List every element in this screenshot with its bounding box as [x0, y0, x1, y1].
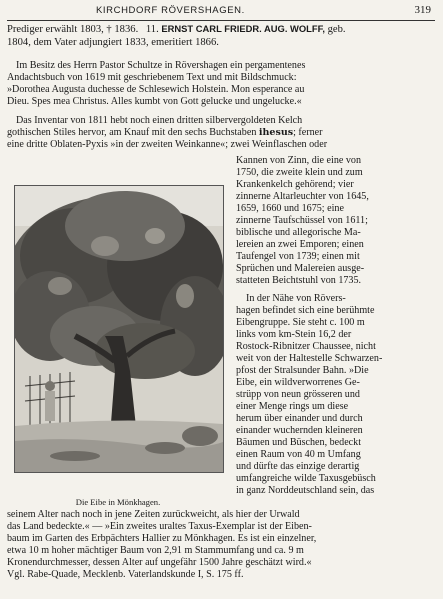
para3-right-line: einer Menge rings um diese	[236, 401, 349, 412]
para3-right-line: In der Nähe von Rövers-	[246, 293, 346, 304]
para3-right-line: Eibe, ein wildverworrenes Ge-	[236, 377, 360, 388]
para2-line: eine dritte Oblaten-Pyxis »in der zweiten Weinkanne«; zwei Weinflaschen oder	[7, 139, 328, 150]
yew-tree-photo	[14, 185, 224, 473]
bio-line-1: Prediger erwählt 1803, † 1836. 11. ERNST CARL FRIEDR. AUG. WOLFF, geb.	[7, 23, 346, 35]
para2-right-line: statteten Beichtstuhl von 1735.	[236, 275, 362, 286]
para3-right-line: herum über einander und durch	[236, 413, 363, 424]
para2-right-line: zinnerne Altarleuchter von 1645,	[236, 191, 369, 202]
para3-right-line: links vom km-Stein 16,2 der	[236, 329, 352, 340]
para2-right-line: Taufengel von 1739; einen mit	[236, 251, 360, 262]
para3-line: das Land bedeckte.« — »Ein zweites uraltes Taxus-Exemplar ist der Eiben-	[7, 521, 312, 532]
para2-right-line: 1750, die zweite klein und zum	[236, 167, 363, 178]
para1-line: Andachtsbuch von 1619 mit geschriebenem Text und mit Bildschmuck:	[7, 72, 297, 83]
para2-line: Das Inventar von 1811 hebt noch einen dritten silbervergoldeten Kelch	[16, 115, 303, 126]
para1-line: »Dorothea Augusta duchesse de Schlesewich Holstein. Mon esperance au	[7, 84, 305, 95]
bio-line-2: 1804, dem Vater adjungiert 1833, emeritiert 1866.	[7, 37, 219, 48]
yew-tree-illustration	[15, 186, 223, 472]
para2-right-line: Krankenkelch gehörend; vier	[236, 179, 354, 190]
para2-right-line: zinnerne Taufschüssel von 1611;	[236, 215, 368, 226]
para1-line: Im Besitz des Herrn Pastor Schultze in Rövershagen ein pergamentenes	[16, 60, 306, 71]
header-rule	[7, 20, 435, 21]
para3-right-line: Eibengruppe. Sie steht c. 100 m	[236, 317, 365, 328]
para1-line: Dieu. Spes mea Christus. Alles kumbt von Gott gelucke und ungelucke.«	[7, 96, 302, 107]
para3-line: baum im Garten des Erbpächters Hallier zu Mönkhagen. Es ist ein einzelner,	[7, 533, 317, 544]
para3-line: Vgl. Rabe-Quade, Mecklenb. Vaterlandskunde I, S. 175 ff.	[7, 569, 244, 580]
para3-right-line: umfangreiche wilde Taxusgebüsch	[236, 473, 376, 484]
figure-caption: Die Eibe in Mönkhagen.	[75, 497, 161, 507]
para2-line: gothischen Stiles hervor, am Knauf mit den sechs Buchstaben ihesus; ferner	[7, 127, 323, 138]
para3-right-line: weit von der Haltestelle Schwarzen-	[236, 353, 383, 364]
para2-right-line: biblische und allegorische Ma-	[236, 227, 361, 238]
para3-right-line: Bäumen und Büschen, bedeckt	[236, 437, 362, 448]
para3-right-line: einander wuchernden kleineren	[236, 425, 363, 436]
para3-right-line: strüpp von neun grösseren und	[236, 389, 360, 400]
para3-line: etwa 10 m hoher mächtiger Baum von 2,91 m Stammumfang und ca. 9 m	[7, 545, 304, 556]
para3-right-line: hagen befindet sich eine berühmte	[236, 305, 375, 316]
para3-right-line: einen Raum von 40 m Umfang	[236, 449, 361, 460]
para3-right-line: in ganz Norddeutschland sein, das	[236, 485, 375, 496]
para3-line: seinem Alter nach noch in jene Zeiten zurückweicht, als hier der Urwald	[7, 509, 300, 520]
para2-right-line: lereien an zwei Emporen; einen	[236, 239, 364, 250]
para2-right-line: Sprüchen und Malereien ausge-	[236, 263, 365, 274]
para2-right-line: 1659, 1660 und 1675; eine	[236, 203, 344, 214]
para3-right-line: und dürfte das einzige derartig	[236, 461, 360, 472]
para3-line: Kronendurchmesser, dessen Alter auf ungefähr 1500 Jahre geschätzt wird.«	[7, 557, 312, 568]
running-title: KIRCHDORF RÖVERSHAGEN.	[96, 5, 245, 16]
para3-right-line: Rostock-Ribnitzer Chaussee, nicht	[236, 341, 376, 352]
page-number: 319	[414, 4, 431, 16]
para3-right-line: pfost der Stralsunder Bahn. »Die	[236, 365, 369, 376]
fraktur-letters: ihesus	[258, 127, 294, 138]
pastor-name: ERNST CARL FRIEDR. AUG. WOLFF,	[161, 23, 325, 34]
running-header	[0, 4, 443, 20]
para2-right-line: Kannen von Zinn, die eine von	[236, 155, 362, 166]
